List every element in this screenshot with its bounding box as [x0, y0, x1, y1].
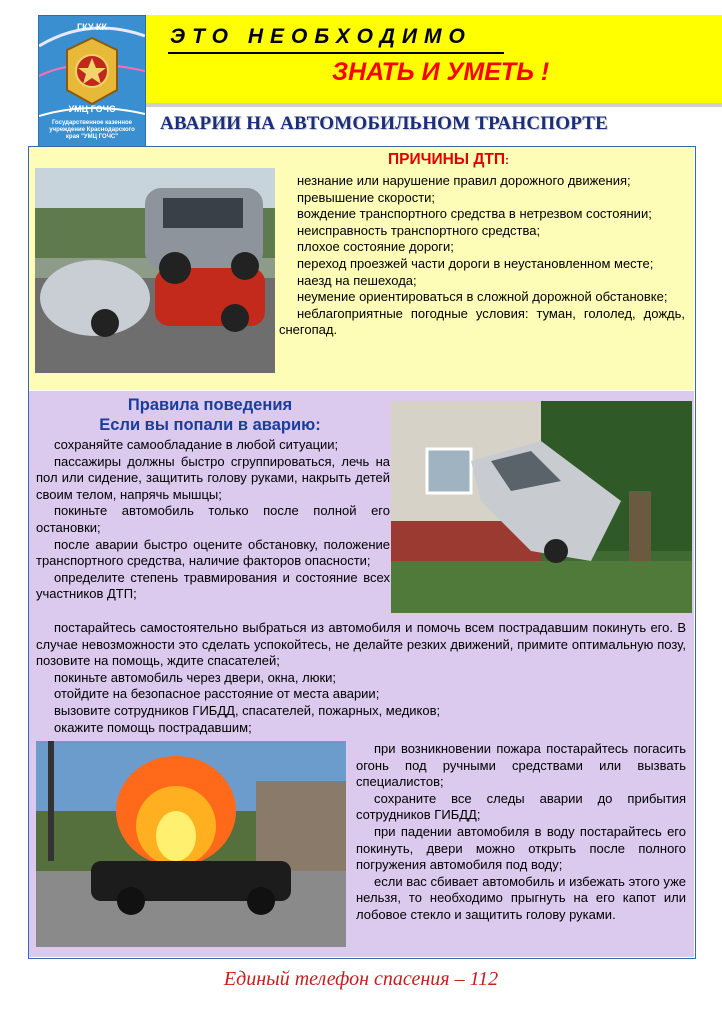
list-item: пассажиры должны быстро сгруппироваться, лечь на пол или сидение, защитить голову руками, накрыть детей своим телом, напрячь мышцы; — [36, 453, 390, 502]
causes-title: ПРИЧИНЫ ДТП: — [388, 151, 509, 168]
header-line-1: ЭТО НЕОБХОДИМО — [170, 25, 472, 48]
rules-title — [40, 395, 380, 435]
list-item: переход проезжей части дороги в неустановленном месте; — [297, 255, 654, 271]
burning-car-photo-graphic — [36, 741, 346, 947]
list-item: сохраняйте самообладание в любой ситуации; — [54, 437, 339, 452]
header-underline — [168, 52, 504, 54]
header-shadow — [145, 103, 722, 107]
page-title: АВАРИИ НА АВТОМОБИЛЬНОМ ТРАНСПОРТЕ — [160, 113, 609, 134]
rules-list-b — [36, 620, 686, 736]
list-item: наезд на пешехода; — [297, 272, 417, 288]
list-item: неисправность транспортного средства; — [297, 222, 541, 238]
rules-list-c — [356, 741, 686, 924]
list-item: превышение скорости; — [297, 189, 436, 205]
list-item: плохое состояние дороги; — [297, 239, 454, 255]
crash-photo-1 — [35, 168, 275, 373]
logo-bottom-text: УМЦ ГОЧС — [68, 104, 116, 114]
logo-top-text: ГКУ КК — [77, 22, 107, 32]
list-item: после аварии быстро оцените обстановку, положение транспортного средства, наличие факторов опасности; — [36, 536, 390, 569]
crash-photo-1-graphic — [35, 168, 275, 373]
rules-list-a — [36, 437, 390, 603]
crash-photo-2 — [391, 401, 692, 613]
causes-list — [279, 173, 685, 339]
list-item: если вас сбивает автомобиль и избежать этого уже нельзя, то необходимо прыгнуть на его капот или лобовое стекло и защитить голову руками. — [356, 873, 686, 922]
list-item: покиньте автомобиль только после полной его остановки; — [36, 503, 390, 535]
logo-description: Государственное казенное учреждение Краснодарского края "УМЦ ГОЧС" — [49, 120, 135, 140]
logo-emblem — [38, 15, 146, 159]
list-item: незнание или нарушение правил дорожного движения; — [297, 173, 631, 188]
list-item: неблагоприятные погодные условия: туман, гололед, дождь, снегопад. — [279, 305, 685, 338]
burning-car-photo — [36, 741, 346, 947]
list-item: покиньте автомобиль через двери, окна, люки; — [54, 669, 337, 685]
list-item: определите степень травмирования и состояние всех участников ДТП; — [36, 569, 390, 602]
list-item: постарайтесь самостоятельно выбраться из автомобиля и помочь всем пострадавшим покинуть его. В случае невозможности это сделать успокойтесь, не делайте резких движений, примите оптимальную позу, позовите на помощь, ждите спасателей; — [36, 620, 686, 669]
rules-title-line-2: Если вы попали в аварию: — [99, 416, 321, 434]
list-item: неумение ориентироваться в сложной дорожной обстановке; — [297, 289, 668, 305]
list-item: вызовите сотрудников ГИБДД, спасателей, пожарных, медиков; — [54, 702, 441, 718]
header-line-2: ЗНАТЬ И УМЕТЬ ! — [332, 58, 550, 86]
list-item: вождение транспортного средства в нетрезвом состоянии; — [297, 206, 652, 222]
list-item: сохраните все следы аварии до прибытия сотрудников ГИБДД; — [356, 790, 686, 823]
crash-photo-2-graphic — [391, 401, 692, 613]
list-item: отойдите на безопасное расстояние от места аварии; — [54, 686, 380, 702]
list-item: окажите помощь пострадавшим; — [54, 719, 252, 735]
emergency-phone-footer: Единый телефон спасения – 112 — [223, 968, 499, 990]
list-item: при возникновении пожара постарайтесь погасить огонь под ручными средствами или вызвать специалистов; — [356, 741, 686, 790]
list-item: при падении автомобиля в воду постарайтесь его покинуть, двери можно открыть после полного погружения автомобиля под воду; — [356, 823, 686, 873]
rules-title-line-1: Правила поведения — [127, 396, 293, 414]
